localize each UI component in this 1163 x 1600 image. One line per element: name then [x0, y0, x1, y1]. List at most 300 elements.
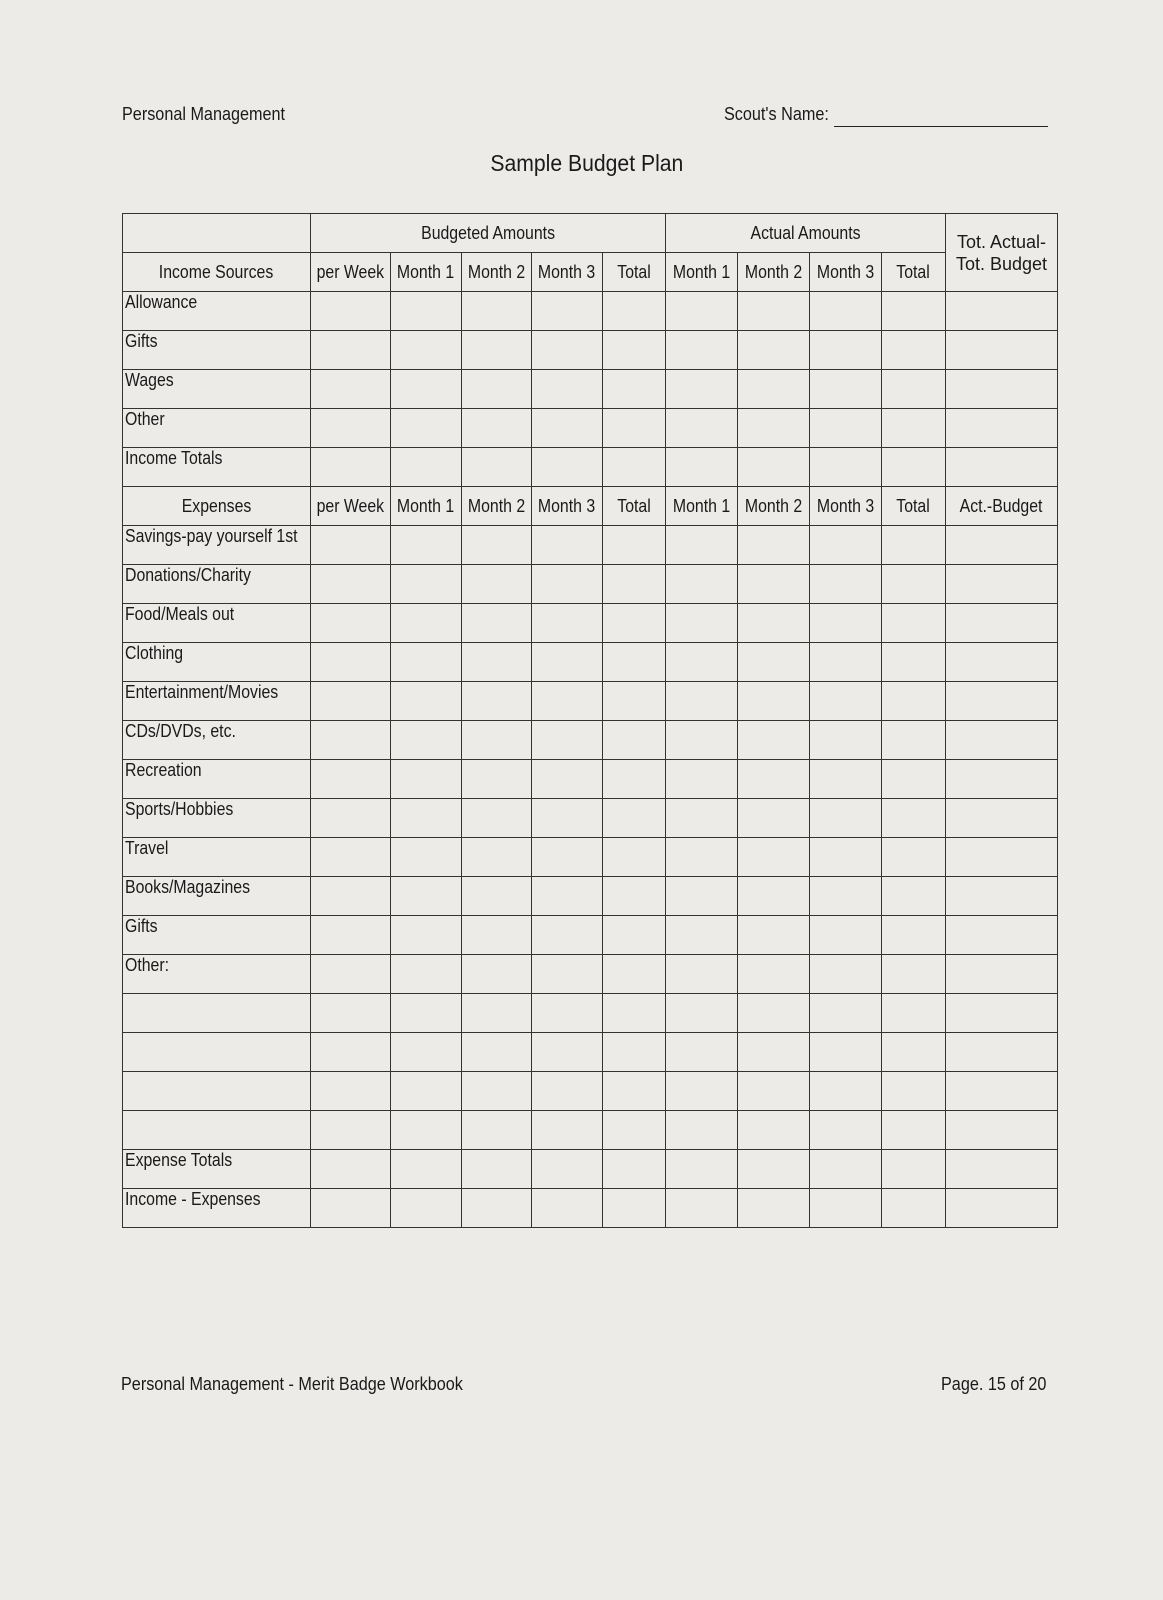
entry-cell[interactable]	[532, 604, 603, 643]
entry-cell[interactable]	[603, 799, 666, 838]
entry-cell[interactable]	[603, 916, 666, 955]
budget-col-header: per Week	[311, 487, 391, 526]
entry-cell[interactable]	[311, 721, 391, 760]
entry-cell[interactable]	[810, 604, 882, 643]
entry-cell[interactable]	[462, 409, 532, 448]
entry-cell[interactable]	[738, 604, 810, 643]
entry-cell[interactable]	[666, 409, 738, 448]
entry-cell[interactable]	[391, 565, 462, 604]
entry-cell[interactable]	[532, 409, 603, 448]
expense-row	[123, 877, 1058, 916]
row-label: Other	[123, 409, 311, 448]
entry-cell[interactable]	[603, 1150, 666, 1189]
blank-corner-cell	[123, 214, 311, 253]
entry-cell[interactable]	[946, 448, 1058, 487]
entry-cell[interactable]	[532, 838, 603, 877]
entry-cell[interactable]	[462, 721, 532, 760]
entry-cell[interactable]	[882, 760, 946, 799]
entry-cell[interactable]	[603, 604, 666, 643]
expenses-header-row	[123, 487, 1058, 526]
entry-cell[interactable]	[462, 955, 532, 994]
entry-cell[interactable]	[946, 799, 1058, 838]
entry-cell[interactable]	[462, 370, 532, 409]
entry-cell[interactable]	[810, 1189, 882, 1228]
entry-cell[interactable]	[391, 370, 462, 409]
entry-cell[interactable]	[532, 526, 603, 565]
expense-row	[123, 994, 1058, 1033]
income-row	[123, 409, 1058, 448]
entry-cell[interactable]	[882, 1189, 946, 1228]
entry-cell[interactable]	[946, 1189, 1058, 1228]
entry-cell[interactable]	[603, 721, 666, 760]
scout-name-label: Scout's Name:	[724, 104, 829, 124]
row-label: Sports/Hobbies	[123, 799, 311, 838]
entry-cell[interactable]	[946, 1033, 1058, 1072]
expense-row	[123, 643, 1058, 682]
entry-cell[interactable]	[946, 877, 1058, 916]
entry-cell[interactable]	[882, 565, 946, 604]
entry-cell[interactable]	[810, 331, 882, 370]
entry-cell[interactable]	[810, 1111, 882, 1150]
entry-cell[interactable]	[882, 409, 946, 448]
entry-cell[interactable]	[810, 760, 882, 799]
entry-cell[interactable]	[462, 916, 532, 955]
entry-cell[interactable]	[311, 1189, 391, 1228]
entry-cell[interactable]	[603, 448, 666, 487]
entry-cell[interactable]	[738, 526, 810, 565]
row-label	[123, 1033, 311, 1072]
expense-row	[123, 604, 1058, 643]
entry-cell[interactable]	[666, 1150, 738, 1189]
entry-cell[interactable]	[882, 448, 946, 487]
entry-cell[interactable]	[532, 1189, 603, 1228]
entry-cell[interactable]	[946, 760, 1058, 799]
difference-header: Tot. Actual- Tot. Budget	[946, 214, 1058, 292]
entry-cell[interactable]	[532, 721, 603, 760]
entry-cell[interactable]	[738, 292, 810, 331]
entry-cell[interactable]	[738, 448, 810, 487]
actual-col-header: Month 3	[810, 253, 882, 292]
entry-cell[interactable]	[532, 994, 603, 1033]
entry-cell[interactable]	[666, 643, 738, 682]
row-label: Expense Totals	[123, 1150, 311, 1189]
expense-row	[123, 1033, 1058, 1072]
entry-cell[interactable]	[311, 604, 391, 643]
entry-cell[interactable]	[882, 838, 946, 877]
entry-cell[interactable]	[946, 838, 1058, 877]
entry-cell[interactable]	[946, 1111, 1058, 1150]
row-label: Entertainment/Movies	[123, 682, 311, 721]
entry-cell[interactable]	[738, 994, 810, 1033]
budget-table	[122, 213, 1058, 1228]
row-label: Allowance	[123, 292, 311, 331]
entry-cell[interactable]	[462, 565, 532, 604]
entry-cell[interactable]	[946, 994, 1058, 1033]
budget-col-header: Month 2	[462, 487, 532, 526]
income-row	[123, 370, 1058, 409]
expenses-header-row-label: Expenses	[123, 487, 311, 526]
page-title: Sample Budget Plan	[490, 150, 683, 176]
entry-cell[interactable]	[462, 1189, 532, 1228]
entry-cell[interactable]	[946, 682, 1058, 721]
entry-cell[interactable]	[882, 292, 946, 331]
entry-cell[interactable]	[532, 292, 603, 331]
entry-cell[interactable]	[882, 721, 946, 760]
budget-col-header: Month 1	[391, 487, 462, 526]
entry-cell[interactable]	[666, 1189, 738, 1228]
entry-cell[interactable]	[532, 760, 603, 799]
entry-cell[interactable]	[810, 955, 882, 994]
entry-cell[interactable]	[666, 682, 738, 721]
footer-page-number: Page. 15 of 20	[941, 1374, 1047, 1394]
budget-col-header: Month 1	[391, 253, 462, 292]
entry-cell[interactable]	[946, 526, 1058, 565]
entry-cell[interactable]	[738, 643, 810, 682]
income-row	[123, 292, 1058, 331]
entry-cell[interactable]	[810, 799, 882, 838]
actual-col-header: Month 1	[666, 253, 738, 292]
entry-cell[interactable]	[738, 331, 810, 370]
entry-cell[interactable]	[311, 916, 391, 955]
entry-cell[interactable]	[738, 799, 810, 838]
row-label: Gifts	[123, 916, 311, 955]
entry-cell[interactable]	[391, 838, 462, 877]
entry-cell[interactable]	[810, 448, 882, 487]
entry-cell[interactable]	[666, 448, 738, 487]
entry-cell[interactable]	[946, 955, 1058, 994]
entry-cell[interactable]	[666, 721, 738, 760]
entry-cell[interactable]	[462, 526, 532, 565]
entry-cell[interactable]	[738, 1033, 810, 1072]
entry-cell[interactable]	[738, 1150, 810, 1189]
entry-cell[interactable]	[603, 955, 666, 994]
budget-col-header: Month 3	[532, 487, 603, 526]
entry-cell[interactable]	[462, 292, 532, 331]
entry-cell[interactable]	[810, 565, 882, 604]
entry-cell[interactable]	[391, 916, 462, 955]
entry-cell[interactable]	[666, 292, 738, 331]
entry-cell[interactable]	[882, 994, 946, 1033]
entry-cell[interactable]	[810, 916, 882, 955]
entry-cell[interactable]	[391, 721, 462, 760]
expense-row	[123, 526, 1058, 565]
entry-cell[interactable]	[391, 1150, 462, 1189]
entry-cell[interactable]	[603, 526, 666, 565]
entry-cell[interactable]	[810, 838, 882, 877]
entry-cell[interactable]	[462, 331, 532, 370]
entry-cell[interactable]	[603, 565, 666, 604]
entry-cell[interactable]	[882, 955, 946, 994]
entry-cell[interactable]	[738, 721, 810, 760]
entry-cell[interactable]	[532, 565, 603, 604]
entry-cell[interactable]	[738, 955, 810, 994]
entry-cell[interactable]	[666, 331, 738, 370]
entry-cell[interactable]	[311, 526, 391, 565]
entry-cell[interactable]	[311, 292, 391, 331]
entry-cell[interactable]	[603, 1033, 666, 1072]
entry-cell[interactable]	[738, 838, 810, 877]
entry-cell[interactable]	[462, 799, 532, 838]
entry-cell[interactable]	[882, 331, 946, 370]
expense-row	[123, 955, 1058, 994]
entry-cell[interactable]	[311, 838, 391, 877]
actual-col-header: Total	[882, 487, 946, 526]
entry-cell[interactable]	[882, 526, 946, 565]
entry-cell[interactable]	[391, 994, 462, 1033]
entry-cell[interactable]	[462, 838, 532, 877]
entry-cell[interactable]	[882, 877, 946, 916]
income-header-row	[123, 253, 1058, 292]
entry-cell[interactable]	[603, 370, 666, 409]
entry-cell[interactable]	[738, 877, 810, 916]
actual-col-header: Month 2	[738, 253, 810, 292]
entry-cell[interactable]	[391, 526, 462, 565]
entry-cell[interactable]	[810, 877, 882, 916]
entry-cell[interactable]	[666, 526, 738, 565]
entry-cell[interactable]	[532, 331, 603, 370]
entry-cell[interactable]	[462, 643, 532, 682]
row-label: Savings-pay yourself 1st	[123, 526, 311, 565]
row-label: Books/Magazines	[123, 877, 311, 916]
entry-cell[interactable]	[666, 370, 738, 409]
entry-cell[interactable]	[391, 448, 462, 487]
row-label	[123, 1111, 311, 1150]
entry-cell[interactable]	[603, 1072, 666, 1111]
entry-cell[interactable]	[738, 916, 810, 955]
entry-cell[interactable]	[738, 1072, 810, 1111]
row-label: Travel	[123, 838, 311, 877]
row-label: CDs/DVDs, etc.	[123, 721, 311, 760]
budget-col-header: Total	[603, 253, 666, 292]
entry-cell[interactable]	[532, 682, 603, 721]
row-label: Food/Meals out	[123, 604, 311, 643]
entry-cell[interactable]	[603, 1189, 666, 1228]
expense-row	[123, 1072, 1058, 1111]
entry-cell[interactable]	[946, 1072, 1058, 1111]
entry-cell[interactable]	[391, 955, 462, 994]
footer-workbook: Personal Management - Merit Badge Workbook	[121, 1374, 463, 1394]
entry-cell[interactable]	[391, 1072, 462, 1111]
entry-cell[interactable]	[946, 292, 1058, 331]
entry-cell[interactable]	[810, 1072, 882, 1111]
entry-cell[interactable]	[666, 1033, 738, 1072]
entry-cell[interactable]	[666, 799, 738, 838]
entry-cell[interactable]	[603, 643, 666, 682]
entry-cell[interactable]	[882, 1033, 946, 1072]
header-title: Personal Management	[122, 104, 285, 124]
entry-cell[interactable]	[311, 643, 391, 682]
entry-cell[interactable]	[603, 838, 666, 877]
entry-cell[interactable]	[946, 643, 1058, 682]
entry-cell[interactable]	[391, 1111, 462, 1150]
entry-cell[interactable]	[666, 838, 738, 877]
entry-cell[interactable]	[462, 448, 532, 487]
entry-cell[interactable]	[738, 370, 810, 409]
entry-cell[interactable]	[532, 877, 603, 916]
entry-cell[interactable]	[603, 760, 666, 799]
entry-cell[interactable]	[532, 1150, 603, 1189]
entry-cell[interactable]	[391, 604, 462, 643]
entry-cell[interactable]	[311, 448, 391, 487]
entry-cell[interactable]	[738, 565, 810, 604]
entry-cell[interactable]	[391, 292, 462, 331]
entry-cell[interactable]	[532, 1033, 603, 1072]
entry-cell[interactable]	[311, 877, 391, 916]
entry-cell[interactable]	[666, 1072, 738, 1111]
entry-cell[interactable]	[603, 877, 666, 916]
expense-row	[123, 1150, 1058, 1189]
entry-cell[interactable]	[882, 604, 946, 643]
entry-cell[interactable]	[311, 409, 391, 448]
entry-cell[interactable]	[462, 604, 532, 643]
row-label: Income Totals	[123, 448, 311, 487]
entry-cell[interactable]	[738, 682, 810, 721]
entry-cell[interactable]	[946, 331, 1058, 370]
budget-col-header: Total	[603, 487, 666, 526]
group-header-row	[123, 214, 1058, 253]
entry-cell[interactable]	[532, 799, 603, 838]
entry-cell[interactable]	[666, 1111, 738, 1150]
entry-cell[interactable]	[810, 682, 882, 721]
entry-cell[interactable]	[738, 1189, 810, 1228]
entry-cell[interactable]	[603, 331, 666, 370]
entry-cell[interactable]	[391, 1033, 462, 1072]
entry-cell[interactable]	[311, 760, 391, 799]
entry-cell[interactable]	[391, 877, 462, 916]
entry-cell[interactable]	[810, 526, 882, 565]
entry-cell[interactable]	[882, 682, 946, 721]
entry-cell[interactable]	[882, 1150, 946, 1189]
entry-cell[interactable]	[738, 1111, 810, 1150]
entry-cell[interactable]	[532, 448, 603, 487]
entry-cell[interactable]	[603, 1111, 666, 1150]
actual-amounts-header: Actual Amounts	[666, 214, 946, 253]
entry-cell[interactable]	[311, 994, 391, 1033]
row-label: Recreation	[123, 760, 311, 799]
entry-cell[interactable]	[311, 1033, 391, 1072]
entry-cell[interactable]	[603, 994, 666, 1033]
entry-cell[interactable]	[666, 877, 738, 916]
row-label: Donations/Charity	[123, 565, 311, 604]
act-budget-header: Act.-Budget	[946, 487, 1058, 526]
entry-cell[interactable]	[311, 955, 391, 994]
entry-cell[interactable]	[603, 292, 666, 331]
entry-cell[interactable]	[391, 643, 462, 682]
actual-col-header: Month 3	[810, 487, 882, 526]
entry-cell[interactable]	[738, 760, 810, 799]
entry-cell[interactable]	[311, 370, 391, 409]
entry-cell[interactable]	[810, 292, 882, 331]
income-row	[123, 448, 1058, 487]
entry-cell[interactable]	[946, 604, 1058, 643]
entry-cell[interactable]	[462, 877, 532, 916]
entry-cell[interactable]	[946, 916, 1058, 955]
entry-cell[interactable]	[666, 604, 738, 643]
entry-cell[interactable]	[532, 955, 603, 994]
entry-cell[interactable]	[946, 565, 1058, 604]
entry-cell[interactable]	[532, 643, 603, 682]
entry-cell[interactable]	[946, 409, 1058, 448]
entry-cell[interactable]	[810, 370, 882, 409]
entry-cell[interactable]	[532, 1111, 603, 1150]
entry-cell[interactable]	[810, 409, 882, 448]
budget-col-header: Month 3	[532, 253, 603, 292]
entry-cell[interactable]	[311, 1111, 391, 1150]
entry-cell[interactable]	[882, 799, 946, 838]
expense-row	[123, 565, 1058, 604]
entry-cell[interactable]	[391, 409, 462, 448]
actual-col-header: Month 1	[666, 487, 738, 526]
entry-cell[interactable]	[532, 370, 603, 409]
entry-cell[interactable]	[462, 760, 532, 799]
entry-cell[interactable]	[666, 955, 738, 994]
entry-cell[interactable]	[738, 409, 810, 448]
entry-cell[interactable]	[666, 916, 738, 955]
entry-cell[interactable]	[311, 331, 391, 370]
entry-cell[interactable]	[462, 1111, 532, 1150]
entry-cell[interactable]	[462, 994, 532, 1033]
entry-cell[interactable]	[882, 370, 946, 409]
entry-cell[interactable]	[603, 682, 666, 721]
entry-cell[interactable]	[882, 916, 946, 955]
entry-cell[interactable]	[810, 1150, 882, 1189]
row-label	[123, 994, 311, 1033]
entry-cell[interactable]	[391, 760, 462, 799]
expense-row	[123, 760, 1058, 799]
row-label: Wages	[123, 370, 311, 409]
entry-cell[interactable]	[391, 1189, 462, 1228]
entry-cell[interactable]	[882, 643, 946, 682]
entry-cell[interactable]	[946, 370, 1058, 409]
entry-cell[interactable]	[946, 721, 1058, 760]
entry-cell[interactable]	[666, 760, 738, 799]
entry-cell[interactable]	[532, 1072, 603, 1111]
expense-row	[123, 916, 1058, 955]
scout-name-blank[interactable]	[834, 126, 1048, 127]
expense-row	[123, 1111, 1058, 1150]
entry-cell[interactable]	[391, 799, 462, 838]
entry-cell[interactable]	[391, 682, 462, 721]
entry-cell[interactable]	[882, 1111, 946, 1150]
row-label	[123, 1072, 311, 1111]
entry-cell[interactable]	[810, 994, 882, 1033]
budget-col-header: Month 2	[462, 253, 532, 292]
entry-cell[interactable]	[603, 409, 666, 448]
entry-cell[interactable]	[532, 916, 603, 955]
entry-cell[interactable]	[311, 682, 391, 721]
entry-cell[interactable]	[810, 643, 882, 682]
entry-cell[interactable]	[666, 565, 738, 604]
expense-row	[123, 1189, 1058, 1228]
row-label: Income - Expenses	[123, 1189, 311, 1228]
entry-cell[interactable]	[462, 1072, 532, 1111]
entry-cell[interactable]	[810, 721, 882, 760]
entry-cell[interactable]	[311, 565, 391, 604]
entry-cell[interactable]	[462, 1150, 532, 1189]
entry-cell[interactable]	[946, 1150, 1058, 1189]
entry-cell[interactable]	[311, 799, 391, 838]
entry-cell[interactable]	[311, 1072, 391, 1111]
entry-cell[interactable]	[391, 331, 462, 370]
entry-cell[interactable]	[666, 994, 738, 1033]
entry-cell[interactable]	[462, 1033, 532, 1072]
entry-cell[interactable]	[882, 1072, 946, 1111]
entry-cell[interactable]	[462, 682, 532, 721]
expense-row	[123, 682, 1058, 721]
income-header-row-label: Income Sources	[123, 253, 311, 292]
entry-cell[interactable]	[810, 1033, 882, 1072]
entry-cell[interactable]	[311, 1150, 391, 1189]
